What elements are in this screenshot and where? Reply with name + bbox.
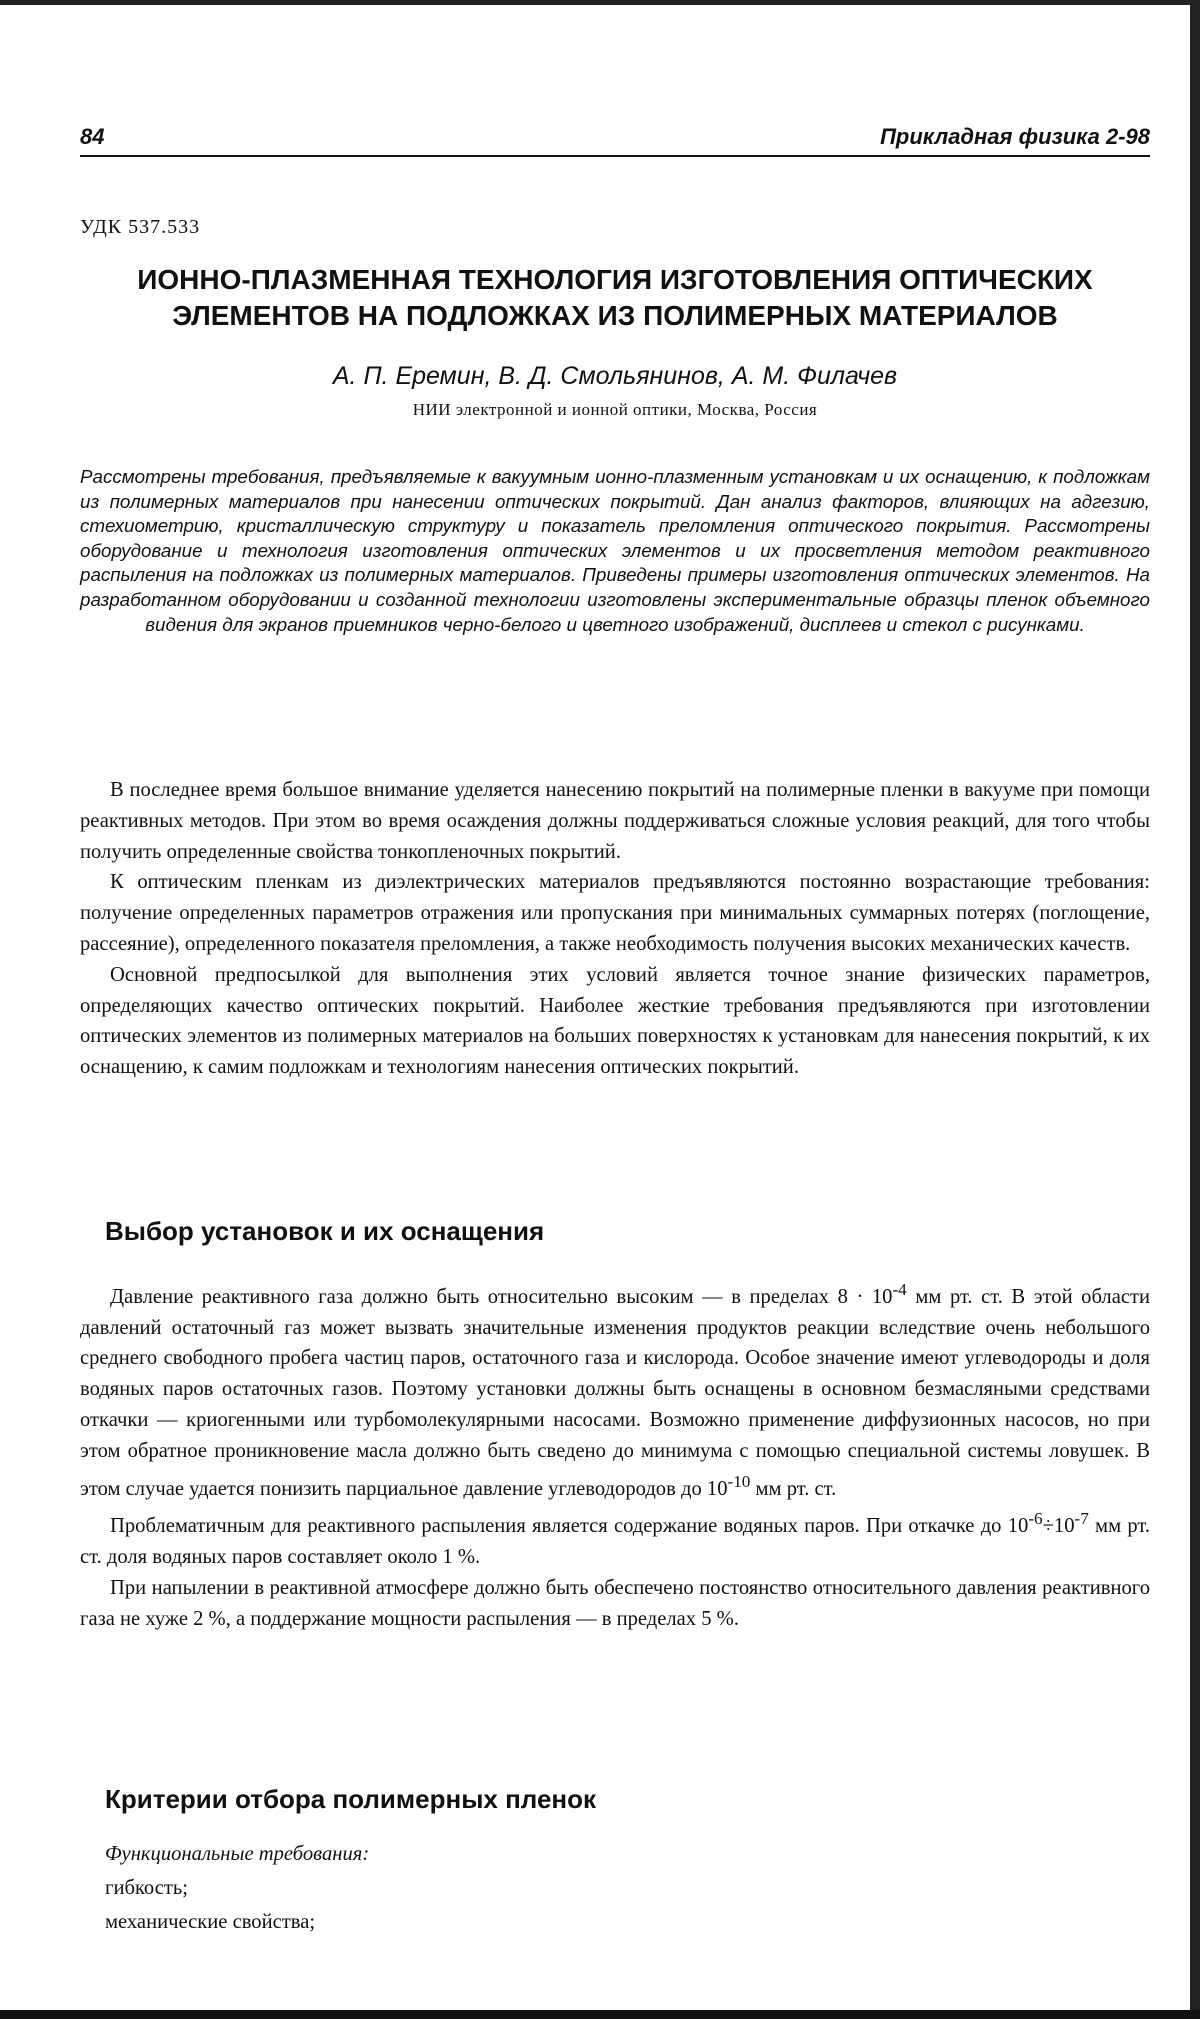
- paper-title: ИОННО-ПЛАЗМЕННАЯ ТЕХНОЛОГИЯ ИЗГОТОВЛЕНИЯ ОПТИЧЕСКИХ ЭЛЕМЕНТОВ НА ПОДЛОЖКАХ ИЗ ПОЛИМЕРНЫХ МАТЕРИАЛОВ: [137, 264, 1093, 331]
- page-edge-right: [1190, 0, 1200, 2019]
- introduction: [80, 775, 1150, 1083]
- section1-paragraph-1: Давление реактивного газа должно быть относительно высоким — в пределах $8 \cdot 10^{-4}$ мм рт. ст. В этой области давлений остаточный газ может вызвать значительные изменения продуктов реакции вследствие очень небольшого среднего свободного пробега частиц паров, остаточного газа и кислорода. Особое значение имеют углеводороды и доля водяных паров остаточных газов. Поэтому установки должны быть оснащены в основном безмасляными средствами откачки — криогенными или турбомолекулярными насосами. Возможно применение диффузионных насосов, но при этом обратное проникновение масла должно быть сведено до минимума с помощью специальной системы ловушек. В этом случае удается понизить парциальное давление углеводородов до $10^{-10}$ мм рт. ст.: [80, 1280, 1150, 1500]
- section-installations-body: [80, 1275, 1150, 1634]
- page-edge-bottom: [0, 2010, 1200, 2019]
- intro-paragraph-1: В последнее время большое внимание уделяется нанесению покрытий на полимерные пленки в вакууме при помощи реактивных методов. При этом во время осаждения должны поддерживаться сложные условия реакций, для того чтобы получить определенные свойства тонкопленочных покрытий.: [80, 779, 1150, 863]
- section1-paragraph-3: При напылении в реактивной атмосфере должно быть обеспечено постоянство относительного давления реактивного газа не хуже 2 %, а поддержание мощности распыления — в пределах 5 %.: [80, 1576, 1150, 1630]
- section1-paragraph-2: Проблематичным для реактивного распыления является содержание водяных паров. При откачке до $10^{-6}\div 10^{-7}$ мм рт. ст. доля водяных паров составляет около 1 %.: [80, 1509, 1150, 1568]
- intro-paragraph-3: Основной предпосылкой для выполнения этих условий является точное знание физических параметров, определяющих качество оптических покрытий. Наиболее жесткие требования предъявляются при изготовлении оптических элементов из полимерных материалов на больших поверхностях к установкам для нанесения покрытий, к их оснащению, к самим подложкам и технологиям нанесения оптических покрытий.: [80, 963, 1150, 1079]
- udk-code: УДК 537.533: [80, 216, 201, 238]
- journal-name: Прикладная физика 2-98: [880, 124, 1150, 149]
- running-header: [80, 124, 1150, 157]
- abstract: Рассмотрены требования, предъявляемые к вакуумным ионно-плазменным установкам и их оснащению, к подложкам из полимерных материалов при нанесении оптических покрытий. Дан анализ факторов, влияющих на адгезию, стехиометрию, кристаллическую структуру и показатель преломления оптического покрытия. Рассмотрены оборудование и технология изготовления оптических элементов и их просветления методом реактивного распыления на подложках из полимерных материалов. Приведены примеры изготовления оптических элементов. На разработанном оборудовании и созданной технологии изготовлены экспериментальные образцы пленок объемного видения для экранов приемников черно-белого и цветного изображений, дисплеев и стекол с рисунками.: [80, 466, 1150, 635]
- section-heading-installations: Выбор установок и их оснащения: [105, 1216, 545, 1246]
- affiliation: НИИ электронной и ионной оптики, Москва, Россия: [412, 400, 818, 419]
- intro-paragraph-2: К оптическим пленкам из диэлектрических материалов предъявляются постоянно возрастающие требования: получение определенных параметров отражения или пропускания при минимальных суммарных потерях (поглощение, рассеяние), определенного показателя преломления, а также необходимость получения высоких механических качеств.: [80, 871, 1150, 955]
- page-edge-top: [0, 0, 1200, 5]
- list-item: механические свойства;: [105, 1911, 316, 1933]
- authors: А. П. Еремин, В. Д. Смольянинов, А. М. Филачев: [332, 362, 898, 390]
- list-item: гибкость;: [105, 1877, 188, 1899]
- functional-requirements: [105, 1837, 369, 1939]
- requirements-title: Функциональные требования:: [105, 1843, 370, 1865]
- page-number: 84: [80, 124, 105, 149]
- section-heading-criteria: Критерии отбора полимерных пленок: [105, 1784, 597, 1814]
